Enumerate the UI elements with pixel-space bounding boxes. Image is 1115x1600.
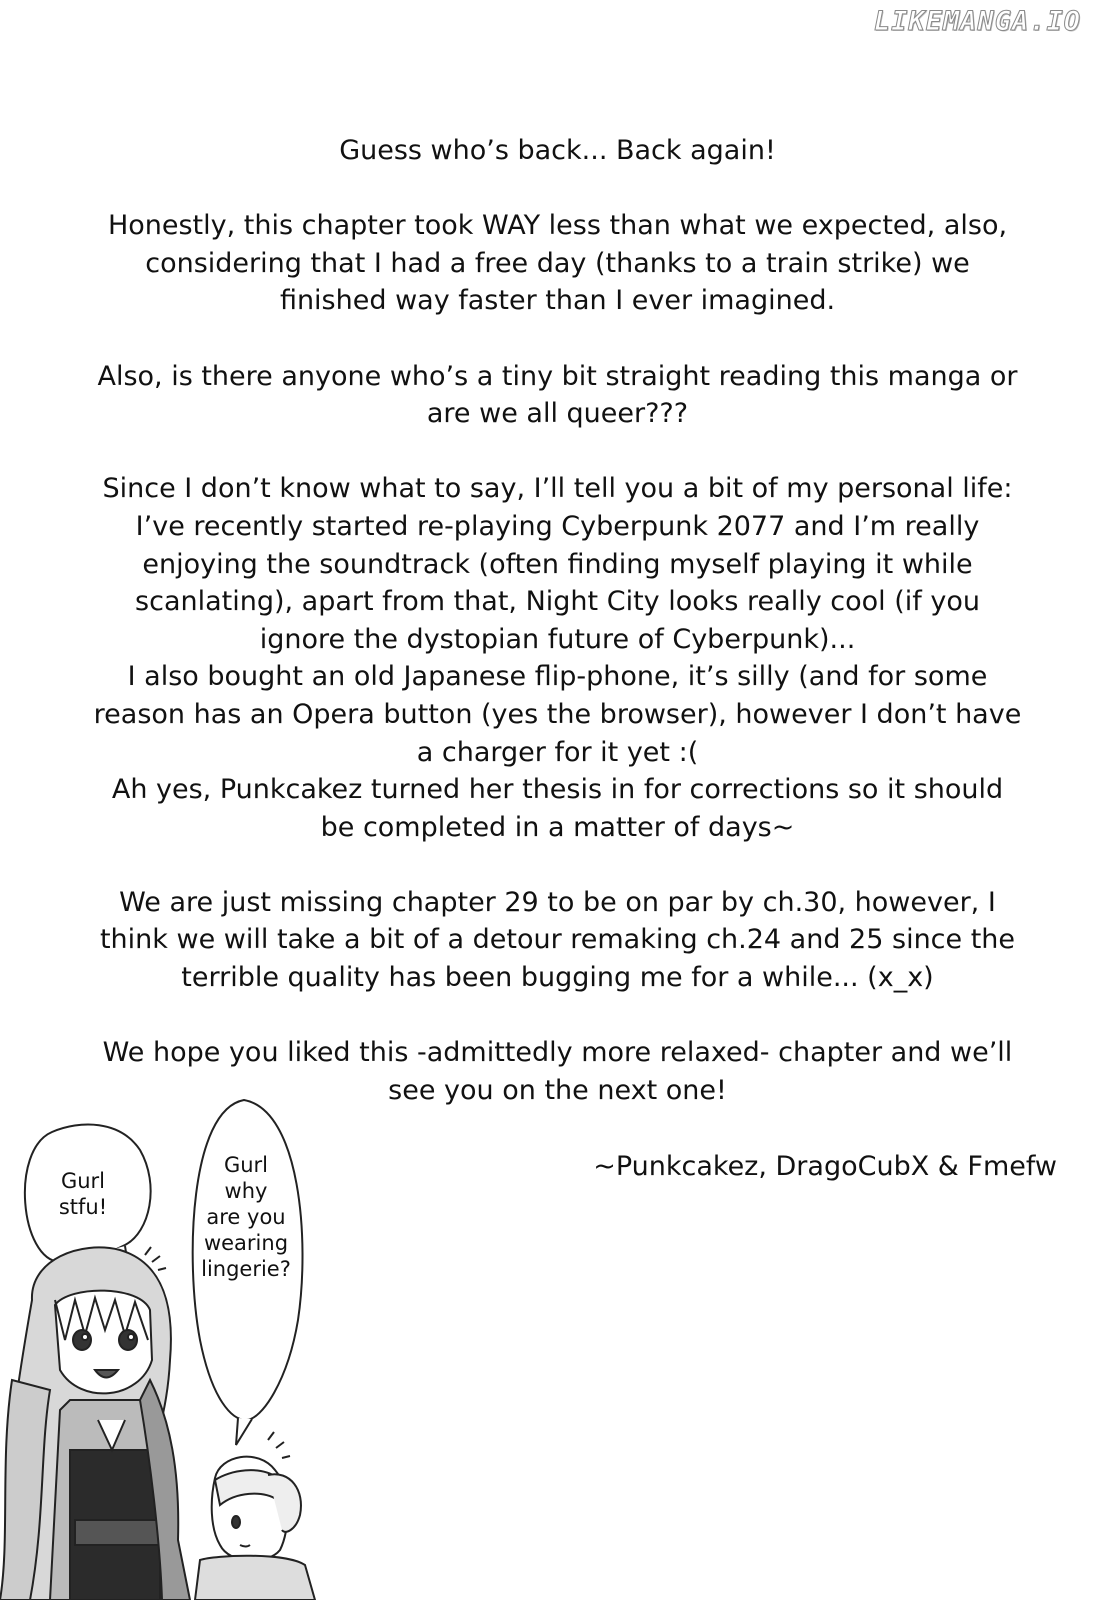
note-line: Since I don’t know what to say, I’ll tell you a bit of my personal life: [102,473,1013,505]
note-line: considering that I had a free day (thanks to a train strike) we [145,247,970,279]
surprise-marks-icon [268,1432,290,1458]
note-line: scanlating), apart from that, Night City looks really cool (if you [135,586,980,618]
note-line: are we all queer??? [426,398,689,430]
bubble-line: stfu! [58,1195,108,1219]
note-line: Ah yes, Punkcakez turned her thesis in for corrections so it should [111,774,1004,806]
bubble-line: wearing [203,1231,289,1255]
note-line: I’ve recently started re-playing Cyberpunk 2077 and I’m really [135,510,980,542]
note-line: terrible quality has been bugging me for a while... (x_x) [181,962,934,994]
note-line: finished way faster than I ever imagined. [279,285,836,317]
bubble-line: Gurl [60,1169,106,1193]
note-line: be completed in a matter of days~ [320,811,795,843]
note-line: enjoying the soundtrack (often finding myself playing it while [142,548,973,580]
note-line: I also bought an old Japanese flip-phone, it’s silly (and for some [127,661,988,693]
note-line: We hope you liked this -admittedly more relaxed- chapter and we’ll [102,1037,1013,1069]
bubble-line: why [224,1179,268,1203]
speech-bubble-left-text [45,1168,121,1220]
signature: ~Punkcakez, DragoCubX & Fmefw [593,1151,1057,1182]
bubble-line: lingerie? [201,1257,291,1281]
note-line: ignore the dystopian future of Cyberpunk)... [259,623,856,655]
note-line: Also, is there anyone who’s a tiny bit straight reading this manga or [97,360,1018,392]
note-line: think we will take a bit of a detour remaking ch.24 and 25 since the [99,924,1016,956]
note-line: We are just missing chapter 29 to be on par by ch.30, however, I [119,886,996,918]
note-line: see you on the next one! [388,1074,727,1106]
note-line: Guess who’s back... Back again! [339,135,776,166]
note-line: Honestly, this chapter took WAY less than what we expected, also, [107,210,1008,242]
character-small-girl [195,1457,315,1600]
note-line: reason has an Opera button (yes the browser), however I don’t have [93,698,1022,730]
note-line: a charger for it yet :( [416,736,699,768]
speech-bubble-right-text [198,1152,294,1282]
bubble-line: are you [206,1205,286,1229]
character-tall-girl [0,1247,190,1600]
speech-bubble-right-tail [236,1418,252,1445]
bubble-line: Gurl [223,1153,269,1177]
site-watermark: LIKEMANGA.IO [873,6,1081,37]
